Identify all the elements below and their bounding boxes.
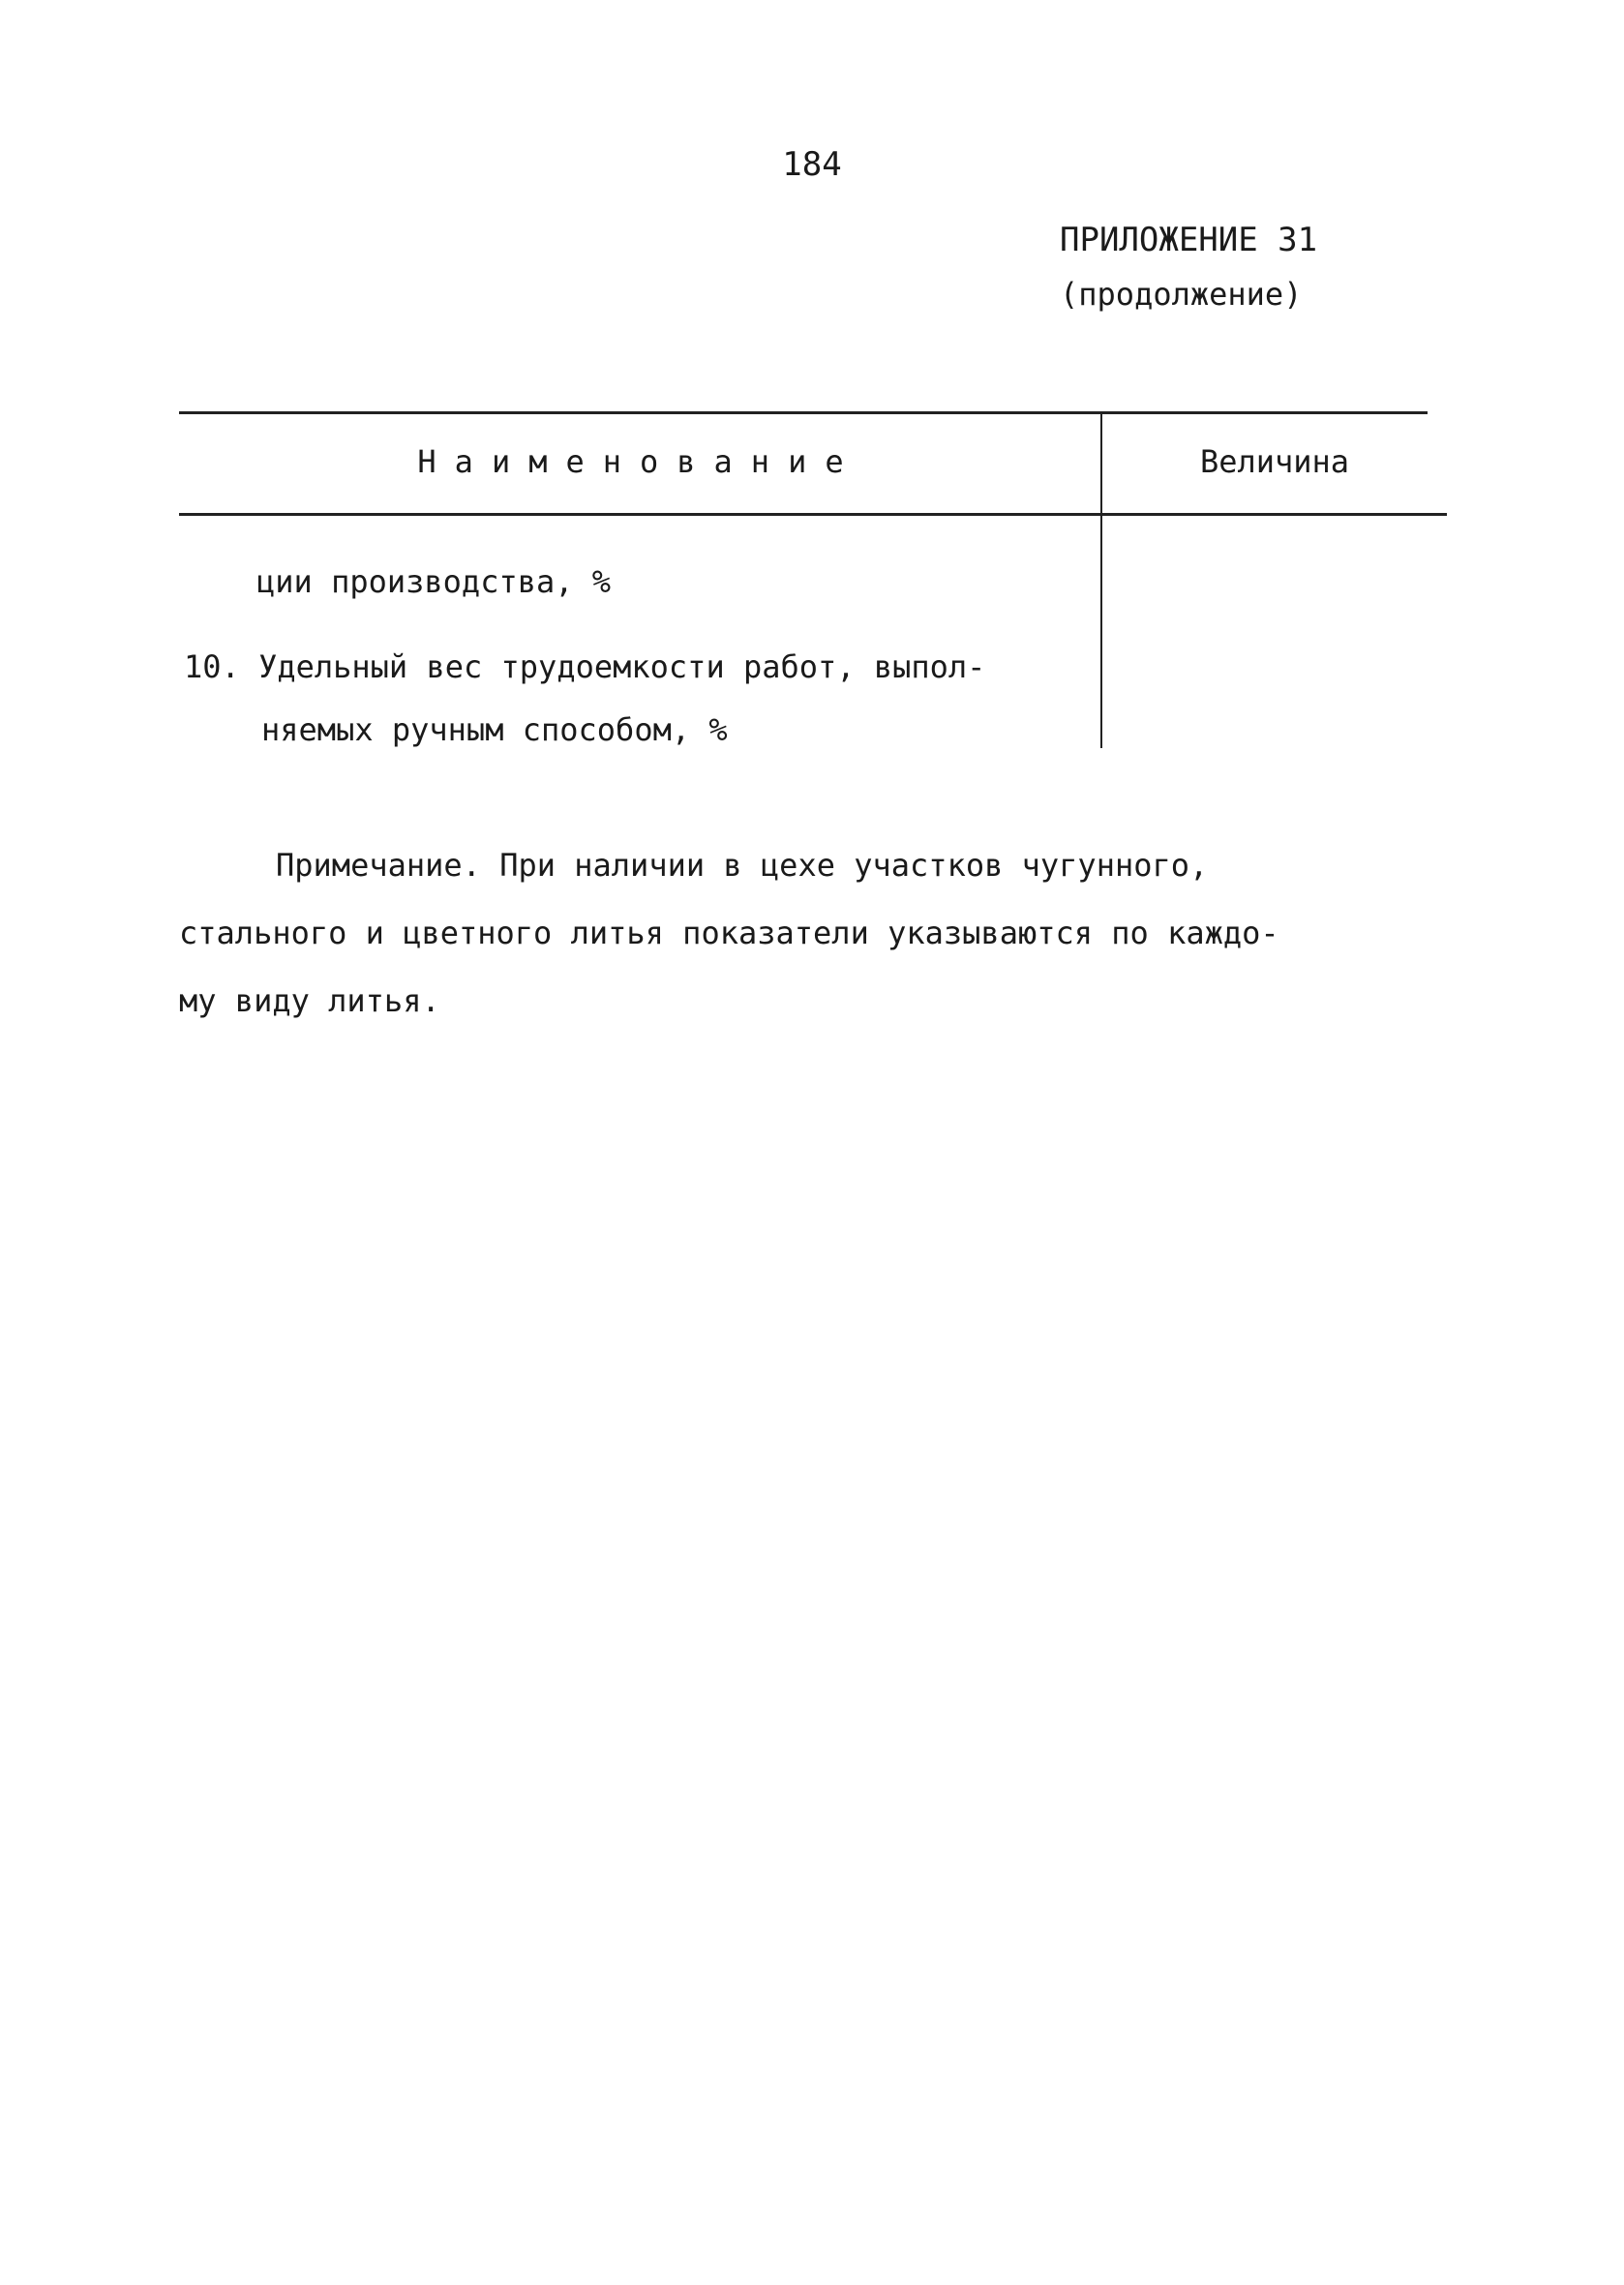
table-header-rule [179, 513, 1447, 516]
table-row-text: няемых ручным способом, % [261, 711, 728, 748]
table-row-text: 10. Удельный вес трудоемкости работ, выпол- [184, 648, 986, 685]
appendix-title: ПРИЛОЖЕНИЕ 31 [1060, 221, 1318, 259]
table-column-divider [1100, 414, 1102, 748]
table-header-value: Величина [1199, 443, 1350, 480]
note-line: му виду литья. [179, 982, 440, 1019]
appendix-subtitle: (продолжение) [1060, 276, 1303, 313]
table-top-rule [179, 411, 1428, 414]
note-line: Примечание. При наличии в цехе участков чугунного, [276, 847, 1209, 884]
table-row-text: ции производства, % [256, 563, 612, 600]
table-header-name: Наименование [417, 443, 862, 480]
note-line: стального и цветного литья показатели указываются по каждо- [179, 915, 1279, 951]
page-number: 184 [782, 145, 842, 184]
